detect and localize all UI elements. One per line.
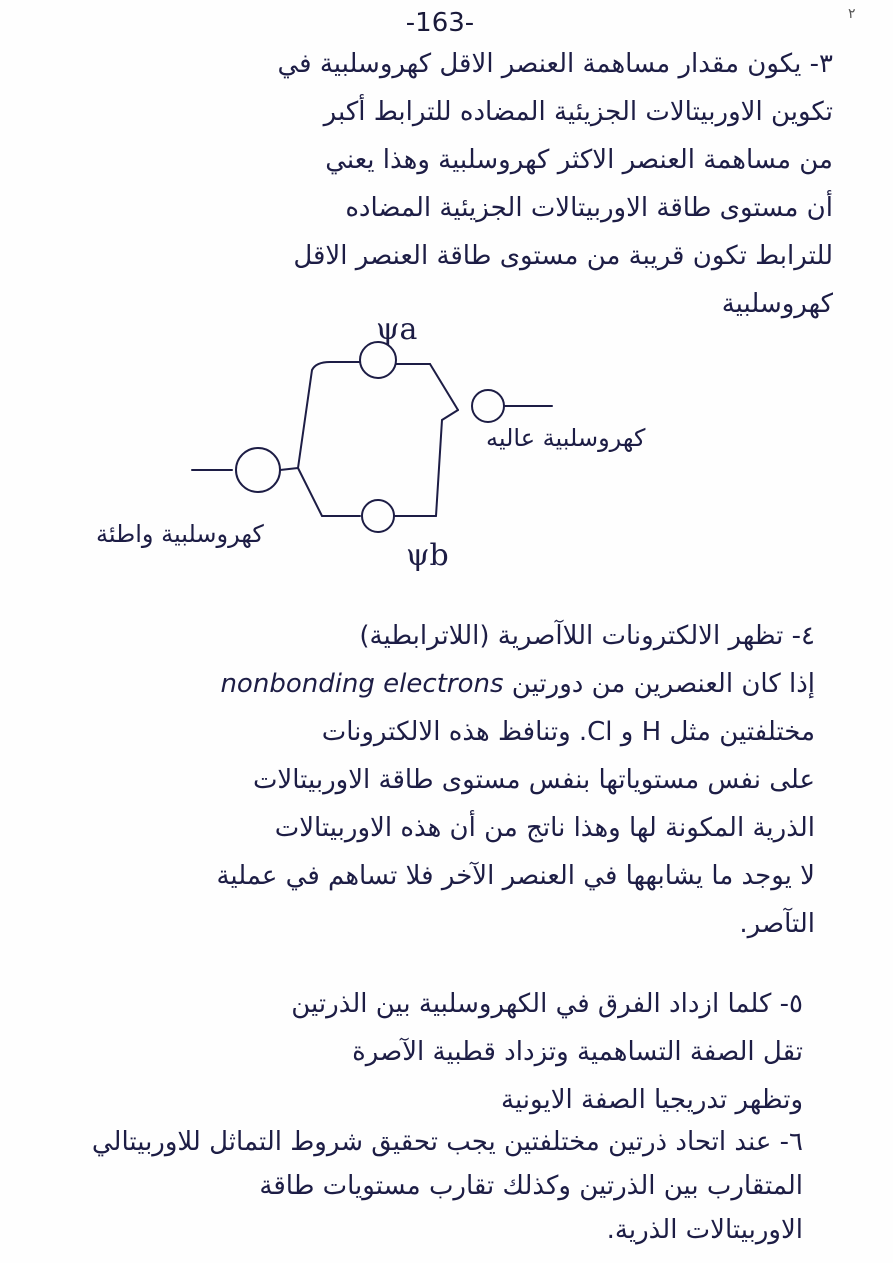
item5-line-1: ٥- كلما ازداد الفرق في الكهروسلبية بين الذرتين bbox=[291, 989, 803, 1019]
page-number: -163- bbox=[405, 8, 475, 38]
item3-line-4: أن مستوى طاقة الاوربيتالات الجزيئية المضاده bbox=[345, 193, 833, 223]
item4-line-2-arabic: إذا كان العنصرين من دورتين bbox=[511, 669, 815, 699]
left-atomic-orbital bbox=[236, 448, 280, 492]
psi-a-label: ψa bbox=[376, 312, 418, 347]
item4-line-6: لا يوجد ما يشابهها في العنصر الآخر فلا تساهم في عملية bbox=[216, 861, 815, 891]
psi-b-to-right bbox=[436, 410, 458, 516]
item6-line-3: الاوربيتالات الذرية. bbox=[606, 1215, 803, 1245]
item4-line-1: ٤- تظهر الالكترونات اللاآصرية (اللاترابطية) bbox=[359, 621, 815, 651]
item6-line-2: المتقارب بين الذرتين وكذلك تقارب مستويات طاقة bbox=[259, 1171, 803, 1201]
item4-line-4: على نفس مستوياتها بنفس مستوى طاقة الاوربيتالات bbox=[252, 765, 815, 795]
orbital-energy-diagram bbox=[96, 312, 646, 590]
paragraph-item-6 bbox=[23, 1120, 803, 1252]
item4-line-7: التآصر. bbox=[739, 909, 815, 939]
item4-line-2 bbox=[35, 660, 815, 708]
high-electronegativity-label: كهروسلبية عاليه bbox=[486, 424, 646, 452]
branch-up bbox=[298, 362, 360, 468]
item3-line-3: من مساهمة العنصر الاكثر كهروسلبية وهذا يعني bbox=[325, 145, 833, 175]
branch-down bbox=[298, 468, 360, 516]
item3-line-2: تكوين الاوربيتالات الجزيئية المضاده للترابط أكبر bbox=[323, 97, 833, 127]
psi-b-orbital bbox=[362, 500, 394, 532]
paragraph-item-4 bbox=[35, 612, 815, 948]
item5-line-3: وتظهر تدريجيا الصفة الايونية bbox=[501, 1085, 803, 1115]
nonbonding-electrons-term: nonbonding electrons bbox=[220, 669, 504, 699]
item3-line-1: ٣- يكون مقدار مساهمة العنصر الاقل كهروسلبية في bbox=[277, 49, 833, 79]
psi-b-label: ψb bbox=[406, 538, 449, 573]
corner-mark: ٢ bbox=[848, 6, 856, 22]
item6-line-1: ٦- عند اتحاد ذرتين مختلفتين يجب تحقيق شروط التماثل للاوربيتالي bbox=[91, 1127, 803, 1157]
psi-a-orbital bbox=[360, 342, 396, 378]
item4-line-3: مختلفتين مثل H و Cl. وتنافظ هذه الالكترونات bbox=[321, 717, 815, 747]
item5-line-2: تقل الصفة التساهمية وتزداد قطبية الآصرة bbox=[352, 1037, 803, 1067]
left-to-junction bbox=[280, 468, 298, 470]
paragraph-item-3 bbox=[73, 40, 833, 328]
psi-a-to-right bbox=[430, 364, 458, 410]
right-atomic-orbital bbox=[472, 390, 504, 422]
paragraph-item-5 bbox=[43, 980, 803, 1124]
item3-line-5: للترابط تكون قريبة من مستوى طاقة العنصر الاقل bbox=[293, 241, 833, 271]
item3-line-6: كهروسلبية bbox=[721, 289, 833, 319]
low-electronegativity-label: كهروسلبية واطئة bbox=[96, 520, 264, 548]
item4-line-5: الذرية المكونة لها وهذا ناتج من أن هذه الاوربيتالات bbox=[274, 813, 815, 843]
orbital-diagram-svg bbox=[180, 320, 630, 590]
